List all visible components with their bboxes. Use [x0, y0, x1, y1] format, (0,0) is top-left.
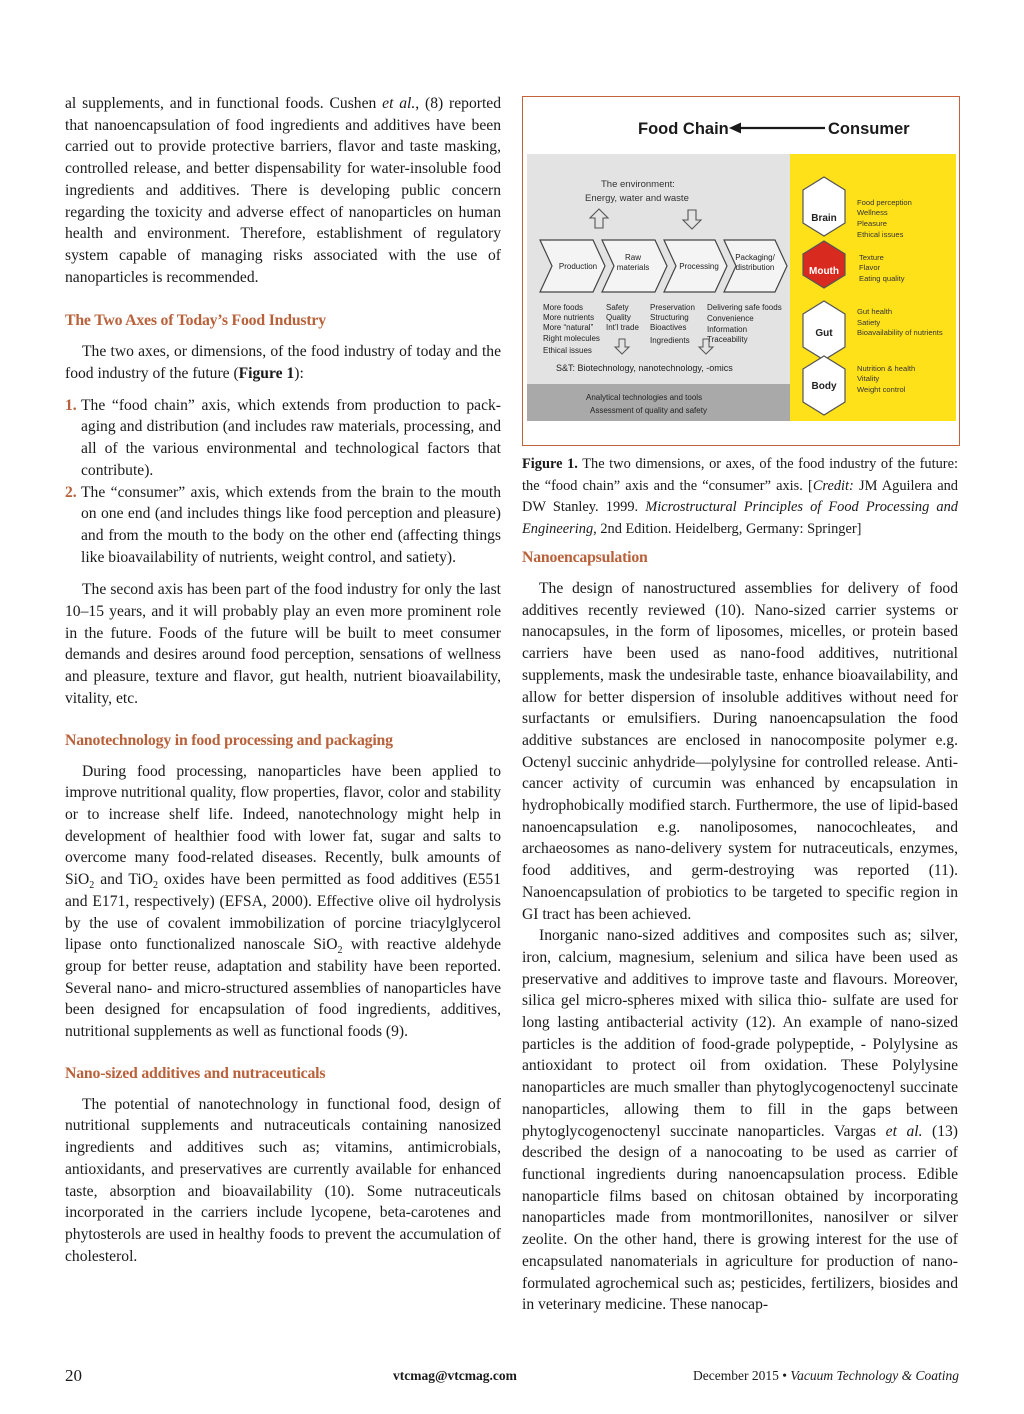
- figure-title-consumer: Consumer: [828, 120, 910, 138]
- gut-note: Gut health: [857, 307, 893, 316]
- node-label-body: Body: [811, 381, 837, 392]
- analytical-line-1: Analytical technologies and tools: [586, 393, 703, 402]
- attr-col3-2: Bioactives: [650, 323, 687, 332]
- mouth-note: Flavor: [859, 263, 881, 272]
- gut-note: Satiety: [857, 318, 881, 327]
- mouth-note: Eating quality: [859, 274, 905, 283]
- nanoencapsulation-paragraph-1: The design of nanostructured assemblies for delivery of food additives recently reviewed (10). Nano-sized carrier systems or nanocapsules, in the form of liposomes, micelles, or protein based carriers have been used as nano-food additives, nutritional supplements, mask the undesirable taste, enhance bioavailability, and allow for better dispersion of insoluble additives without need for surfactants or emulsifiers. During nanoencapsulation the food additive substances are enclosed in nanocomposite polymer e.g. Octenyl succinic anhydride—polylysine for controlled release. Anti-cancer activity of curcumin was enhanced by encapsulation in hydrophobically modified starch. Furthermore, the use of lipid-based nanoencapsulation e.g. nanoliposomes, nanocochleates, and archaeosomes as nano-delivery system for nutraceuticals, enzymes, food additives, and germ-destroying was reported (11). Nanoencapsulation of probiotics to be targeted to specific region in GI tract has been achieved.: [522, 580, 958, 923]
- figure-title-food-chain: Food Chain: [638, 120, 729, 138]
- chevron-label-production: Production: [558, 262, 598, 271]
- node-label-mouth: Mouth: [809, 266, 839, 277]
- nanoencapsulation-paragraph-2: Inorganic nano-sized additives and composites such as; silver, iron, calcium, magnesium, selenium and silica have been used as preservative and additives to improve taste and flavours. Moreover, silica gel micro-spheres mixed with silica thio- sulfate are used for long lasting antibacterial activity (12). An example of nano-sized particles is the addition of food-grade polypeptide, - Polylysine as antioxidant to protect oil from oxidation. These Polylysine nanoparticles are much smaller than phytoglycogenoctenyl succinate nanoparticles, allowing them to fill in the gaps between phytoglycogenoctenyl succinate nanoparticles. Vargas et al. (13) described the design of a nanocoating to be used as carrier of functional ingredients during nanoencapsulation process. Edible nanoparticle films based on chitosan obtained by incorporating nanoparticles made from montmorillonites, nanosilver or silver zeolite. On the other hand, there is growing interest for the use of encapsulated nanomaterials in agriculture for production of nano- formulated agrochemical such as; pesticides, fertilizers, biosides and in veterinary medicine. These nanocap-: [522, 927, 959, 1314]
- additives-paragraph: The potential of nanotechnology in functional food, design of nutritional supplements and nutraceuticals containing nanosized ingredients and additives such as; vitamins, antimicrobials, antioxidants, and preservatives are currently available for enhanced taste, absorption and bioavailability (10). Some nutraceuticals incorporated in the carriers include lycopene, beta-carotenes and phytosterols are used in healthy foods to prevent the accumulation of cholesterol.: [65, 1095, 501, 1265]
- attr-col3-3: Ingredients: [650, 336, 690, 345]
- chevron-label-processing: Processing: [679, 262, 719, 271]
- node-label-brain: Brain: [811, 213, 837, 224]
- brain-note: Ethical issues: [857, 230, 904, 239]
- axes-intro-paragraph: The two axes, or dimensions, of the food industry of today and the food industry of the future (Figure 1):: [65, 343, 501, 383]
- attr-col4-1: Convenience: [707, 314, 754, 323]
- body-note: Vitality: [857, 374, 880, 383]
- list-item: 1. The “food chain” axis, which extends from production to pack- aging and distribution (and includes raw materials, processing, and all of the various environmental and technological factors that contribute).: [65, 396, 501, 479]
- attr-col1-2: More “natural”: [543, 323, 594, 332]
- figure-caption: Figure 1. The two dimensions, or axes, of the food industry of the future: the “food chain” axis and the “consumer” axis. [Credit: JM Aguilera and DW Stanley. 1999. Microstructural Principles of Food Processing and Engineering, 2nd Edition. Heidelberg, Germany: Springer]: [522, 456, 958, 537]
- attr-col2-2: Int’l trade: [606, 323, 639, 332]
- section-heading-two-axes: The Two Axes of Today’s Food Industry: [65, 312, 326, 330]
- section-heading-additives: Nano-sized additives and nutraceuticals: [65, 1064, 326, 1082]
- axes-list: [65, 395, 501, 569]
- environment-line-2: Energy, water and waste: [585, 193, 689, 204]
- left-column: [65, 93, 501, 1267]
- analytical-line-2: Assessment of quality and safety: [590, 406, 707, 415]
- footer-issue: December 2015 • Vacuum Technology & Coating: [693, 1368, 959, 1383]
- intro-paragraph: al supplements, and in functional foods. Cushen et al., (8) reported that nanoencapsulation of food ingredients and additives have been carried out to provide protective barriers, flavor and taste masking, controlled release, and better dispensability for water-insoluble food ingredients and additives. There is developing public concern regarding the toxicity and adverse effect of nanoparticles on human health and environment. Therefore, establishment of regulatory system capable of managing risks associated with the use of nanoparticles is recommended.: [65, 95, 501, 286]
- right-column: [522, 96, 958, 1316]
- node-brain: [803, 177, 845, 236]
- attr-col4-0: Delivering safe foods: [707, 303, 782, 312]
- attr-col1-0: More foods: [543, 303, 584, 312]
- list-item: 2. The “consumer” axis, which extends from the brain to the mouth on one end (and includes things like food perception and pleasure) and from the mouth to the body on the other end (affecting things like bioavailability of nutrients, weight control, and satiety).: [65, 483, 501, 566]
- attr-col1-1: More nutrients: [543, 313, 595, 322]
- environment-line-1: The environment:: [601, 179, 675, 190]
- title-arrow-head-icon: [729, 123, 741, 134]
- brain-note: Wellness: [857, 208, 888, 217]
- brain-note: Food perception: [857, 198, 912, 207]
- section-heading-nanotechnology: Nanotechnology in food processing and packaging: [65, 731, 393, 749]
- page-footer: [65, 1368, 959, 1390]
- chevron-label-packaging: Packaging/ distribution: [735, 253, 775, 272]
- chevron-label-raw: Raw materials: [616, 253, 650, 272]
- page-number: 20: [65, 1366, 82, 1385]
- figure-food-chain-consumer: [522, 96, 960, 446]
- footer-email: vtcmag@vtcmag.com: [393, 1368, 517, 1383]
- brain-note: Pleasure: [857, 219, 887, 228]
- analytical-band: [527, 384, 790, 421]
- st-line: S&T: Biotechnology, nanotechnology, -omics: [556, 363, 733, 373]
- second-axis-paragraph: The second axis has been part of the food industry for only the last 10–15 years, and it will probably play an even more prominent role in the future. Foods of the future will be built to meet consumer demands and desires around food perception, sensations of wellness and pleasure, texture and flavor, gut health, nutrient bioavailability, vitality, etc.: [65, 581, 501, 707]
- attr-col4-2: Information: [707, 325, 748, 334]
- attr-col3-1: Structuring: [650, 313, 689, 322]
- attr-col2-0: Safety: [606, 303, 629, 312]
- section-heading-nanoencapsulation: Nanoencapsulation: [522, 549, 648, 566]
- body-note: Nutrition & health: [857, 364, 916, 373]
- attr-col2-1: Quality: [606, 313, 631, 322]
- node-label-gut: Gut: [815, 328, 833, 339]
- nanotechnology-paragraph: During food processing, nanoparticles have been applied to improve nutritional quality, flow properties, flavor, color and stability or to increase shelf life. Indeed, nanotechnology might help in development of healthier food with lower fat, sugar and salts to overcome many food-related diseases. Recently, bulk amounts of SiO$_2$ and TiO$_2$ oxides have been permitted as food additives (E551 and E171, respectively) (EFSA, 2000). Effective olive oil hydrolysis by the use of covalent immobilization of porcine triacylglycerol lipase onto functionalized nanoscale SiO$_2$ with reactive aldehyde group for better reuse, adaptation and stability have been reported. Several nano- and micro-structured assemblies of nanoparticles have been designed for encapsulation of food ingredients, additives, nutritional supplements as well as functional foods (9).: [65, 762, 501, 1041]
- attr-col1-4: Ethical issues: [543, 346, 592, 355]
- attr-col3-0: Preservation: [650, 303, 695, 312]
- gut-note: Bioavailability of nutrients: [857, 328, 943, 337]
- body-note: Weight control: [857, 385, 906, 394]
- attr-col4-3: Traceability: [707, 335, 748, 344]
- mouth-note: Texture: [859, 253, 884, 262]
- attr-col1-3: Right molecules: [543, 334, 600, 343]
